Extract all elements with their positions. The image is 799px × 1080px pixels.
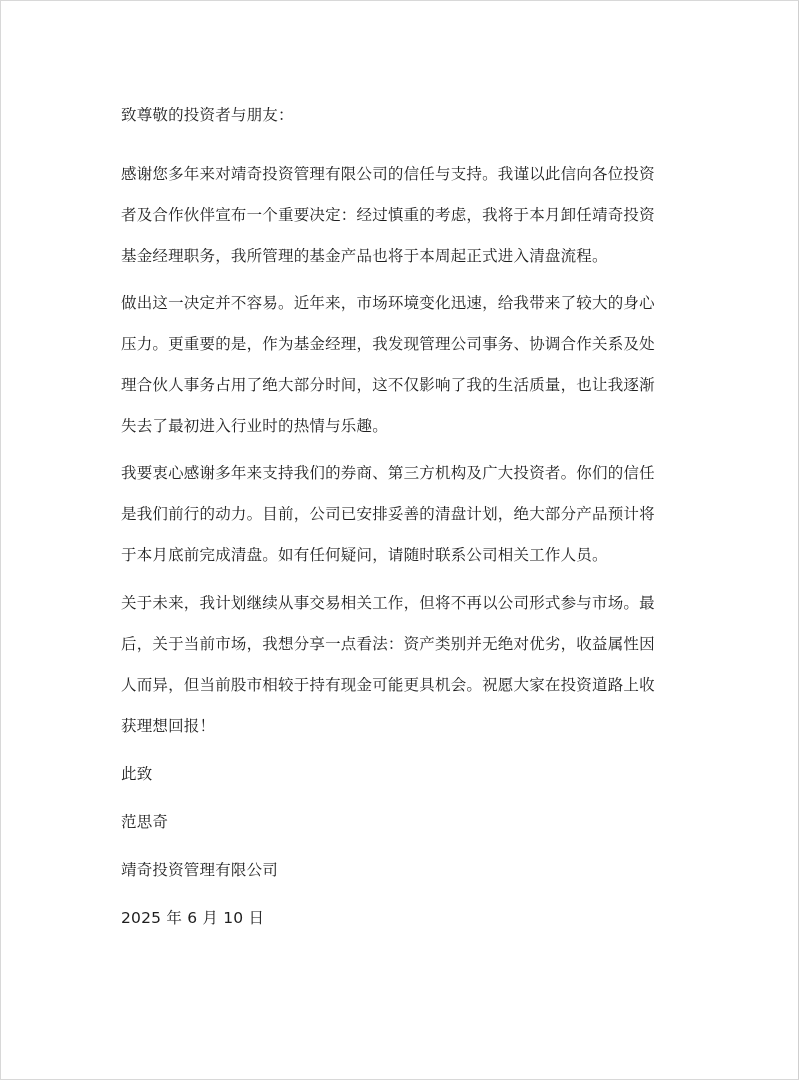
paragraph-line: 者及合作伙伴宣布一个重要决定：经过慎重的考虑，我将于本月卸任靖奇投资 <box>121 206 655 224</box>
paragraph-line: 理合伙人事务占用了绝大部分时间，这不仅影响了我的生活质量，也让我逐渐 <box>121 376 655 394</box>
paragraph-line: 后，关于当前市场，我想分享一点看法：资产类别并无绝对优劣，收益属性因 <box>121 635 655 653</box>
paragraph-line: 感谢您多年来对靖奇投资管理有限公司的信任与支持。我谨以此信向各位投资 <box>121 165 655 183</box>
letter-date: 2025 年 6 月 10 日 <box>121 909 265 927</box>
paragraph-line: 关于未来，我计划继续从事交易相关工作，但将不再以公司形式参与市场。最 <box>121 594 655 612</box>
paragraph-line: 我要衷心感谢多年来支持我们的券商、第三方机构及广大投资者。你们的信任 <box>121 464 655 482</box>
paragraph-line: 是我们前行的动力。目前，公司已安排妥善的清盘计划，绝大部分产品预计将 <box>121 505 655 523</box>
paragraph-line: 做出这一决定并不容易。近年来，市场环境变化迅速，给我带来了较大的身心 <box>121 294 655 312</box>
paragraph-line: 获理想回报！ <box>121 717 216 735</box>
signature-name: 范思奇 <box>121 813 169 831</box>
paragraph-line: 基金经理职务，我所管理的基金产品也将于本周起正式进入清盘流程。 <box>121 247 608 265</box>
closing: 此致 <box>121 765 153 783</box>
paragraph-line: 人而异，但当前股市相较于持有现金可能更具机会。祝愿大家在投资道路上收 <box>121 676 655 694</box>
company-name: 靖奇投资管理有限公司 <box>121 861 279 879</box>
paragraph-line: 于本月底前完成清盘。如有任何疑问，请随时联系公司相关工作人员。 <box>121 546 608 564</box>
paragraph-line: 压力。更重要的是，作为基金经理，我发现管理公司事务、协调合作关系及处 <box>121 335 655 353</box>
salutation: 致尊敬的投资者与朋友： <box>121 106 294 124</box>
paragraph-line: 失去了最初进入行业时的热情与乐趣。 <box>121 417 388 435</box>
